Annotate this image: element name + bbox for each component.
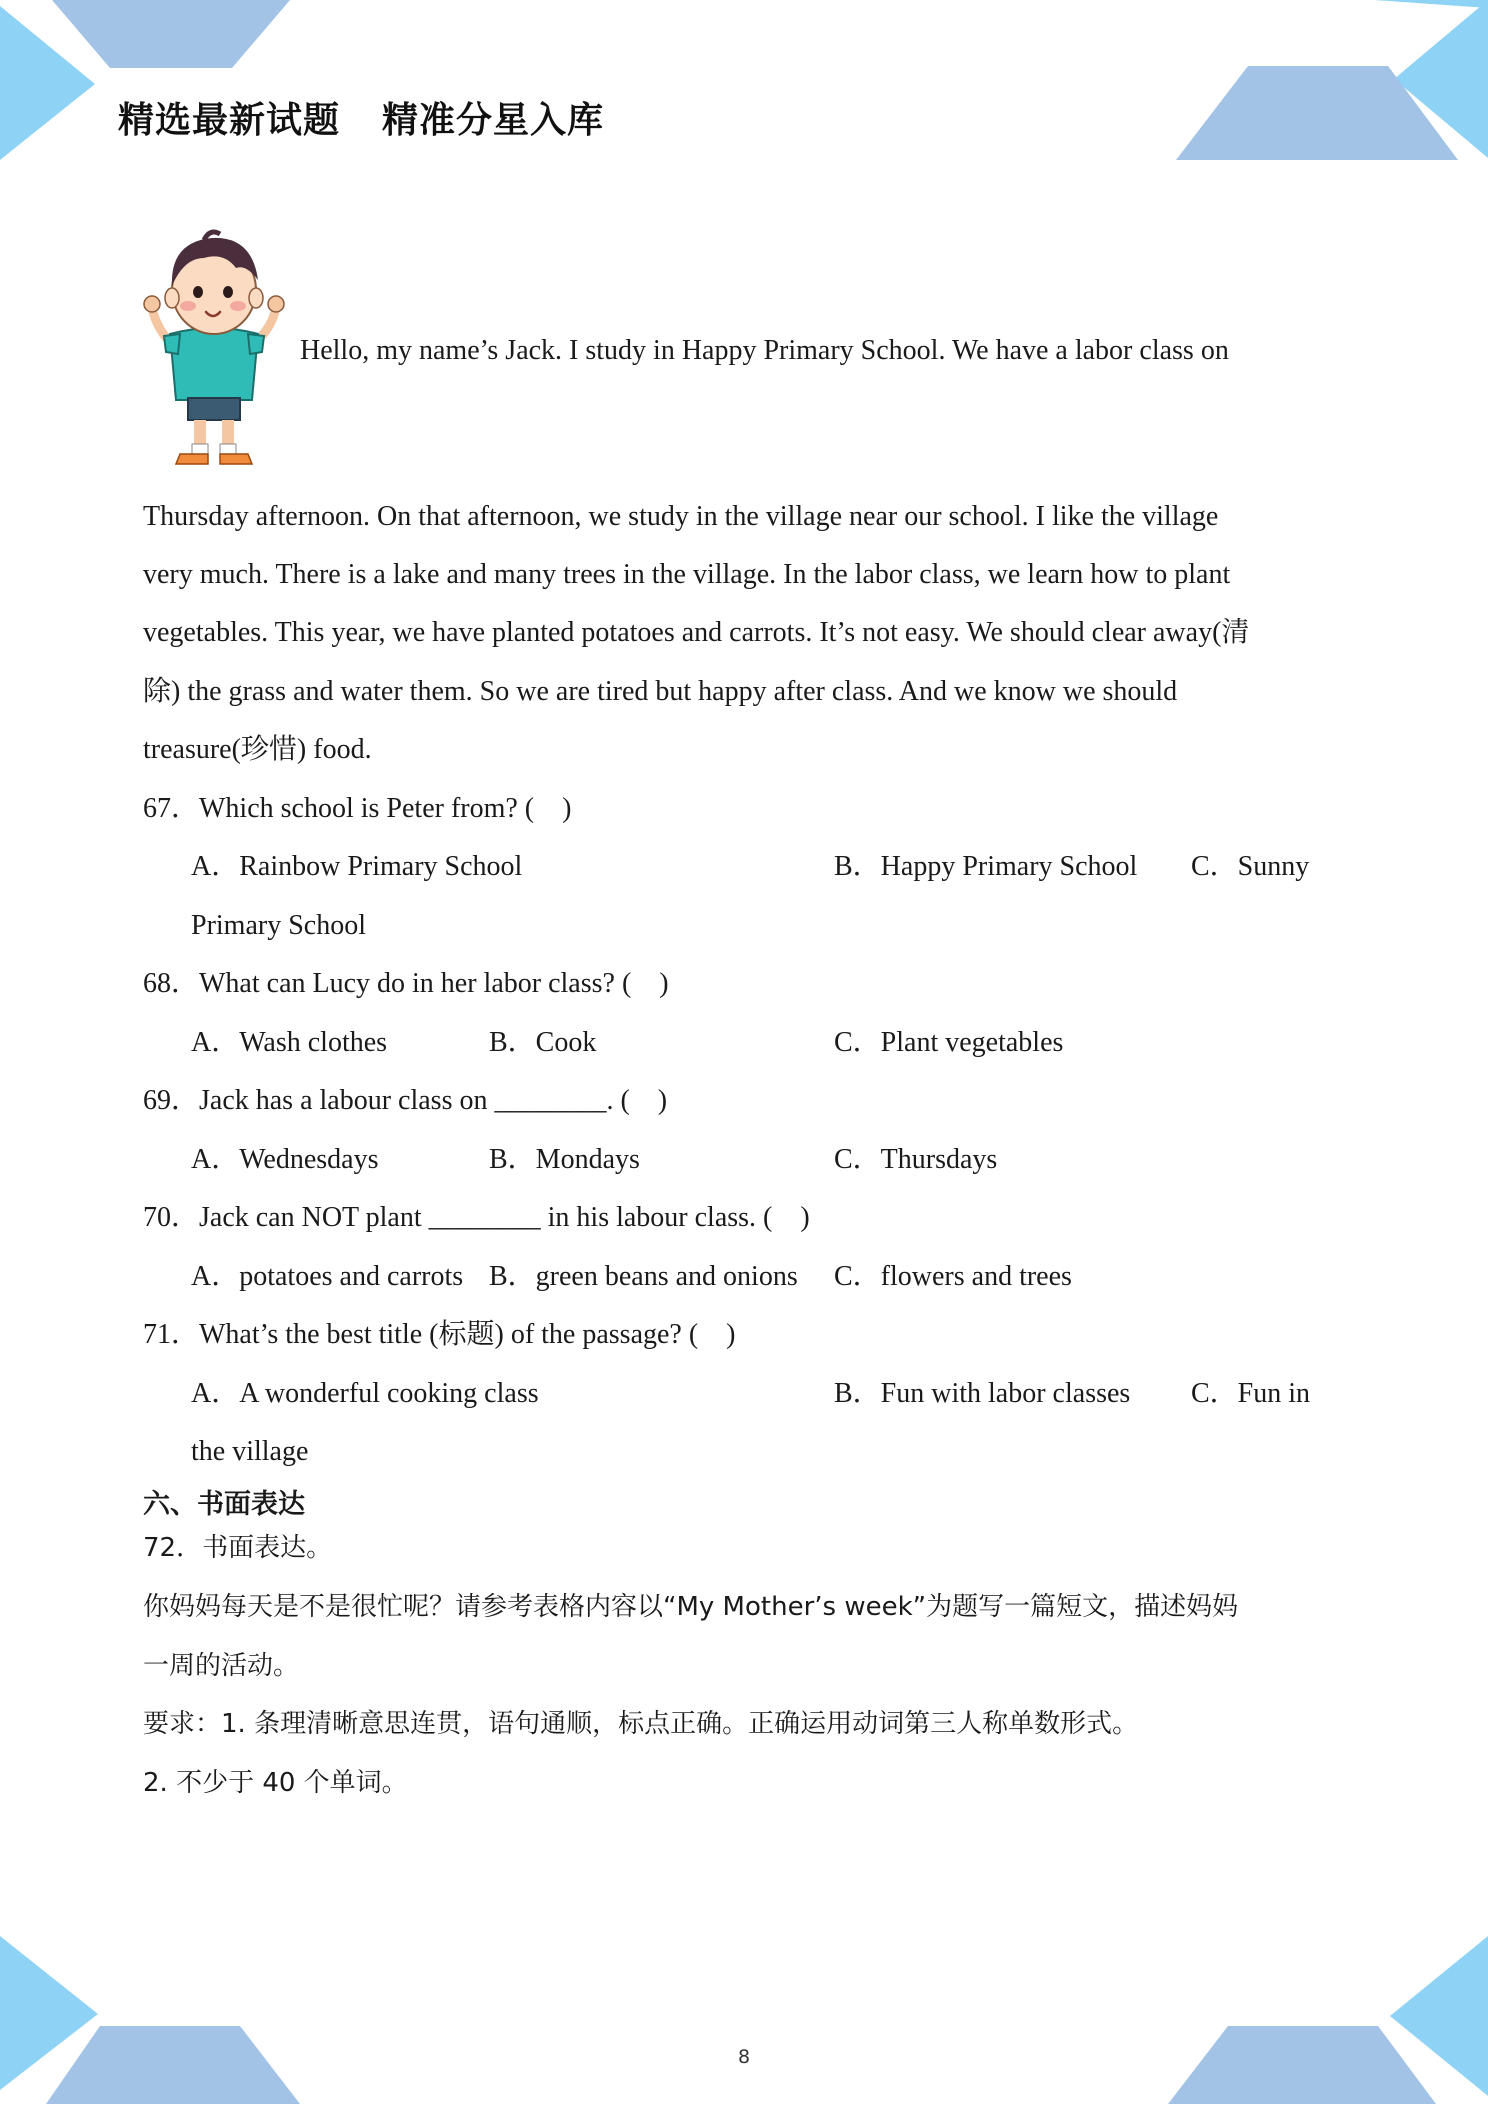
question-67-stem: 67．Which school is Peter from? ( ) bbox=[143, 793, 572, 824]
question-70-stem: 70．Jack can NOT plant ________ in his labour class. ( ) bbox=[143, 1202, 810, 1233]
question-69-stem: 69．Jack has a labour class on ________. ( ) bbox=[143, 1085, 668, 1116]
passage-line: very much. There is a lake and many trees in the village. In the labor class, we learn how to plant bbox=[143, 559, 1231, 590]
writing-prompt-line-1: 你妈妈每天是不是很忙呢？请参考表格内容以“My Mother’s week”为题写一篇短文，描述妈妈 bbox=[143, 1592, 1239, 1622]
corner-decoration-top-left bbox=[0, 0, 300, 170]
question-67-option-a: A．Rainbow Primary School bbox=[191, 851, 523, 882]
page-number: 8 bbox=[737, 2046, 751, 2068]
question-67-option-b: B．Happy Primary School bbox=[834, 851, 1138, 882]
question-68-stem: 68．What can Lucy do in her labor class? ( ) bbox=[143, 968, 669, 999]
corner-decoration-top-right bbox=[1168, 0, 1488, 170]
question-70-option-c: C．flowers and trees bbox=[834, 1261, 1072, 1292]
question-71-option-c: C．Fun in bbox=[1191, 1378, 1311, 1409]
section-title-writing: 六、书面表达 bbox=[143, 1489, 305, 1520]
question-71-option-c-wrap: the village bbox=[191, 1436, 309, 1467]
question-69-option-a: A．Wednesdays bbox=[191, 1144, 379, 1175]
passage-first-line: Hello, my name’s Jack. I study in Happy Primary School. We have a labor class on bbox=[300, 335, 1229, 366]
header-title-part1: 精选最新试题 bbox=[118, 100, 341, 141]
question-69-option-b: B．Mondays bbox=[489, 1144, 640, 1175]
question-68-option-b: B．Cook bbox=[489, 1027, 597, 1058]
header-title-part2: 精准分星入库 bbox=[382, 100, 605, 141]
question-68-option-a: A．Wash clothes bbox=[191, 1027, 388, 1058]
question-67-option-c-wrap: Primary School bbox=[191, 910, 366, 941]
boy-cartoon-illustration bbox=[140, 228, 288, 470]
passage-line: Thursday afternoon. On that afternoon, we study in the village near our school. I like the village bbox=[143, 501, 1219, 532]
question-72-label: 72．书面表达。 bbox=[143, 1533, 333, 1563]
passage-line: treasure(珍惜) food. bbox=[143, 734, 372, 765]
question-71-option-b: B．Fun with labor classes bbox=[834, 1378, 1131, 1409]
question-71-stem: 71．What’s the best title (标题) of the passage? ( ) bbox=[143, 1319, 736, 1350]
page-header bbox=[118, 92, 604, 143]
writing-requirement-1: 要求：1. 条理清晰意思连贯，语句通顺，标点正确。正确运用动词第三人称单数形式。 bbox=[143, 1709, 1139, 1739]
passage-line: 除) the grass and water them. So we are tired but happy after class. And we know we should bbox=[143, 676, 1178, 707]
passage-line: vegetables. This year, we have planted potatoes and carrots. It’s not easy. We should clear away(清 bbox=[143, 617, 1250, 648]
question-71-option-a: A．A wonderful cooking class bbox=[191, 1378, 539, 1409]
question-68-option-c: C．Plant vegetables bbox=[834, 1027, 1064, 1058]
question-69-option-c: C．Thursdays bbox=[834, 1144, 998, 1175]
question-67-option-c: C．Sunny bbox=[1191, 851, 1310, 882]
corner-decoration-bottom-left bbox=[0, 1930, 310, 2104]
writing-requirement-2: 2. 不少于 40 个单词。 bbox=[143, 1768, 408, 1798]
corner-decoration-bottom-right bbox=[1168, 1930, 1488, 2104]
writing-prompt-line-2: 一周的活动。 bbox=[143, 1651, 300, 1681]
question-70-option-a: A．potatoes and carrots bbox=[191, 1261, 464, 1292]
question-70-option-b: B．green beans and onions bbox=[489, 1261, 798, 1292]
